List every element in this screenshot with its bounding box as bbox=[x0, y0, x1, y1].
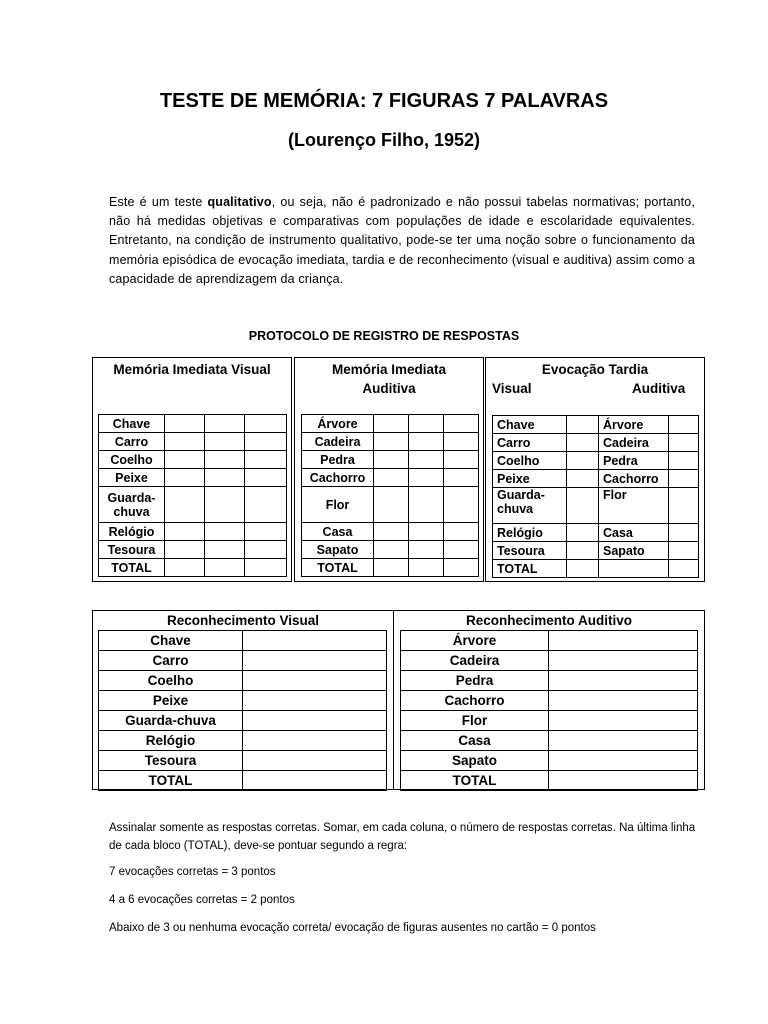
answer-cell[interactable] bbox=[243, 671, 387, 691]
answer-cell[interactable] bbox=[567, 524, 599, 542]
answer-cell[interactable] bbox=[567, 542, 599, 560]
answer-cell[interactable] bbox=[567, 488, 599, 524]
answer-cell[interactable] bbox=[245, 487, 287, 523]
answer-cell[interactable] bbox=[409, 451, 444, 469]
row-label: Cachorro bbox=[302, 469, 374, 487]
answer-cell[interactable] bbox=[374, 541, 409, 559]
answer-cell[interactable] bbox=[165, 541, 205, 559]
row-label: Chave bbox=[99, 415, 165, 433]
answer-cell[interactable] bbox=[374, 469, 409, 487]
block-imediata-auditiva-title-2: Auditiva bbox=[362, 381, 416, 396]
row-label-auditiva: Flor bbox=[599, 488, 669, 524]
row-label: Relógio bbox=[99, 523, 165, 541]
answer-cell[interactable] bbox=[444, 559, 479, 577]
row-label-auditiva: Árvore bbox=[599, 416, 669, 434]
page-title: TESTE DE MEMÓRIA: 7 FIGURAS 7 PALAVRAS bbox=[159, 90, 609, 112]
row-label: Pedra bbox=[401, 671, 549, 691]
intro-text-2: , ou seja, não é padronizado e não possui tabelas normativas; portanto, não há medidas objetivas e comparativas com populações de idade e escolaridade equivalentes. Entretanto, na condição de instrumento qualitativo, pode-se ter uma noção sobre o funcionamento da memória episódica de evocação imediata, tardia e de reconhecimento (visual e auditiva) assim como a capacidade de aprendizagem da criança. bbox=[109, 195, 695, 286]
intro-text-1: Este é um teste bbox=[109, 195, 208, 209]
row-label: Guarda-chuva bbox=[99, 711, 243, 731]
table-row bbox=[401, 671, 698, 691]
table-row bbox=[99, 523, 287, 541]
row-label-visual: Coelho bbox=[493, 452, 567, 470]
row-label-visual: TOTAL bbox=[493, 560, 567, 578]
row-label-auditiva: Cadeira bbox=[599, 434, 669, 452]
answer-cell[interactable] bbox=[567, 452, 599, 470]
answer-cell[interactable] bbox=[374, 451, 409, 469]
table-reconhecimento-visual bbox=[98, 630, 387, 791]
answer-cell[interactable] bbox=[409, 559, 444, 577]
row-label: Cadeira bbox=[302, 433, 374, 451]
rules-line-3: Abaixo de 3 ou nenhuma evocação correta/ evocação de figuras ausentes no cartão = 0 pontos bbox=[109, 922, 596, 934]
rules-instruction: Assinalar somente as respostas corretas. Somar, em cada coluna, o número de respostas corretas. Na última linha de cada bloco (TOTAL), deve-se pontuar segundo a regra: bbox=[109, 822, 696, 852]
table-row bbox=[302, 451, 479, 469]
row-label-visual: Peixe bbox=[493, 470, 567, 488]
table-row bbox=[401, 631, 698, 651]
row-label: Flor bbox=[302, 487, 374, 523]
row-label: Chave bbox=[99, 631, 243, 651]
answer-cell[interactable] bbox=[205, 415, 245, 433]
row-label: Carro bbox=[99, 433, 165, 451]
answer-cell[interactable] bbox=[669, 434, 699, 452]
page-subtitle: (Lourenço Filho, 1952) bbox=[287, 130, 481, 150]
answer-cell[interactable] bbox=[549, 691, 698, 711]
row-label: Pedra bbox=[302, 451, 374, 469]
row-label: TOTAL bbox=[99, 771, 243, 791]
table-reconhecimento-auditivo bbox=[400, 630, 698, 791]
row-label: Coelho bbox=[99, 451, 165, 469]
table-row bbox=[99, 731, 387, 751]
answer-cell[interactable] bbox=[243, 771, 387, 791]
row-label: TOTAL bbox=[302, 559, 374, 577]
table-row bbox=[302, 433, 479, 451]
evocacao-sub-auditiva: Auditiva bbox=[632, 381, 686, 396]
table-row bbox=[99, 433, 287, 451]
evocacao-sub-visual: Visual bbox=[492, 381, 532, 396]
evocacao-subtitles bbox=[486, 379, 704, 398]
answer-cell[interactable] bbox=[567, 434, 599, 452]
row-label: Sapato bbox=[302, 541, 374, 559]
row-label: Árvore bbox=[401, 631, 549, 651]
answer-cell[interactable] bbox=[205, 523, 245, 541]
answer-cell[interactable] bbox=[409, 523, 444, 541]
table-imediata-visual bbox=[98, 414, 287, 577]
table-row bbox=[401, 731, 698, 751]
answer-cell[interactable] bbox=[409, 487, 444, 523]
answer-cell[interactable] bbox=[245, 451, 287, 469]
table-row bbox=[302, 469, 479, 487]
table-row bbox=[493, 416, 699, 434]
answer-cell[interactable] bbox=[165, 487, 205, 523]
row-label: Relógio bbox=[99, 731, 243, 751]
answer-cell[interactable] bbox=[205, 469, 245, 487]
table-imediata-auditiva bbox=[301, 414, 479, 577]
answer-cell[interactable] bbox=[549, 711, 698, 731]
answer-cell[interactable] bbox=[669, 524, 699, 542]
answer-cell[interactable] bbox=[567, 416, 599, 434]
answer-cell[interactable] bbox=[205, 541, 245, 559]
answer-cell[interactable] bbox=[165, 415, 205, 433]
answer-cell[interactable] bbox=[669, 452, 699, 470]
block-evocacao-tardia-title: Evocação Tardia bbox=[541, 362, 649, 377]
block-reconhecimento-auditivo-title: Reconhecimento Auditivo bbox=[465, 613, 632, 628]
answer-cell[interactable] bbox=[444, 433, 479, 451]
table-row bbox=[302, 523, 479, 541]
table-row bbox=[99, 451, 287, 469]
row-label-auditiva: Sapato bbox=[599, 542, 669, 560]
answer-cell[interactable] bbox=[409, 415, 444, 433]
answer-cell[interactable] bbox=[374, 559, 409, 577]
block-imediata-auditiva-title-1: Memória Imediata bbox=[331, 362, 447, 377]
answer-cell[interactable] bbox=[444, 487, 479, 523]
table-row bbox=[99, 487, 287, 523]
answer-cell[interactable] bbox=[409, 541, 444, 559]
row-label-auditiva: Casa bbox=[599, 524, 669, 542]
table-row bbox=[401, 751, 698, 771]
table-row bbox=[99, 771, 387, 791]
answer-cell[interactable] bbox=[245, 523, 287, 541]
answer-cell[interactable] bbox=[374, 487, 409, 523]
table-row bbox=[99, 751, 387, 771]
intro-paragraph bbox=[109, 193, 695, 289]
table-row bbox=[493, 434, 699, 452]
answer-cell[interactable] bbox=[669, 488, 699, 524]
answer-cell[interactable] bbox=[549, 731, 698, 751]
answer-cell[interactable] bbox=[165, 469, 205, 487]
answer-cell[interactable] bbox=[444, 415, 479, 433]
block-imediata-visual-title: Memória Imediata Visual bbox=[113, 362, 271, 377]
table-row bbox=[401, 691, 698, 711]
answer-cell[interactable] bbox=[669, 542, 699, 560]
table-row bbox=[493, 488, 699, 524]
table-row bbox=[302, 487, 479, 523]
row-label-visual: Tesoura bbox=[493, 542, 567, 560]
answer-cell[interactable] bbox=[549, 771, 698, 791]
table-row bbox=[99, 671, 387, 691]
table-row bbox=[99, 631, 387, 651]
answer-cell[interactable] bbox=[245, 433, 287, 451]
answer-cell[interactable] bbox=[205, 451, 245, 469]
table-row bbox=[99, 541, 287, 559]
answer-cell[interactable] bbox=[165, 523, 205, 541]
row-label-visual: Chave bbox=[493, 416, 567, 434]
row-label-visual: Relógio bbox=[493, 524, 567, 542]
table-evocacao-tardia bbox=[492, 415, 699, 578]
intro-bold-word: qualitativo bbox=[207, 195, 272, 209]
row-label-auditiva: Cachorro bbox=[599, 470, 669, 488]
answer-cell[interactable] bbox=[444, 523, 479, 541]
answer-cell[interactable] bbox=[567, 560, 599, 578]
table-row bbox=[493, 560, 699, 578]
answer-cell[interactable] bbox=[409, 469, 444, 487]
answer-cell[interactable] bbox=[243, 691, 387, 711]
table-row bbox=[302, 415, 479, 433]
answer-cell[interactable] bbox=[669, 470, 699, 488]
table-row bbox=[302, 559, 479, 577]
answer-cell[interactable] bbox=[205, 559, 245, 577]
answer-cell[interactable] bbox=[409, 433, 444, 451]
answer-cell[interactable] bbox=[205, 487, 245, 523]
table-row bbox=[401, 651, 698, 671]
answer-cell[interactable] bbox=[245, 541, 287, 559]
answer-cell[interactable] bbox=[444, 469, 479, 487]
answer-cell[interactable] bbox=[549, 671, 698, 691]
table-row bbox=[493, 470, 699, 488]
row-label: Peixe bbox=[99, 469, 165, 487]
row-label: Coelho bbox=[99, 671, 243, 691]
table-row bbox=[401, 771, 698, 791]
answer-cell[interactable] bbox=[243, 711, 387, 731]
answer-cell[interactable] bbox=[243, 751, 387, 771]
rules-line-1: 7 evocações corretas = 3 pontos bbox=[109, 866, 276, 878]
answer-cell[interactable] bbox=[669, 560, 699, 578]
answer-cell[interactable] bbox=[165, 451, 205, 469]
row-label: Guarda-chuva bbox=[99, 487, 165, 523]
row-label: Carro bbox=[99, 651, 243, 671]
answer-cell[interactable] bbox=[549, 751, 698, 771]
table-row bbox=[493, 542, 699, 560]
table-row bbox=[493, 452, 699, 470]
row-label: Árvore bbox=[302, 415, 374, 433]
table-row bbox=[99, 469, 287, 487]
answer-cell[interactable] bbox=[165, 559, 205, 577]
answer-cell[interactable] bbox=[243, 631, 387, 651]
row-label: Sapato bbox=[401, 751, 549, 771]
answer-cell[interactable] bbox=[374, 523, 409, 541]
answer-cell[interactable] bbox=[165, 433, 205, 451]
row-label: TOTAL bbox=[99, 559, 165, 577]
answer-cell[interactable] bbox=[245, 559, 287, 577]
answer-cell[interactable] bbox=[567, 470, 599, 488]
row-label: TOTAL bbox=[401, 771, 549, 791]
row-label: Tesoura bbox=[99, 541, 165, 559]
answer-cell[interactable] bbox=[243, 651, 387, 671]
table-row bbox=[401, 711, 698, 731]
row-label: Casa bbox=[302, 523, 374, 541]
row-label: Cadeira bbox=[401, 651, 549, 671]
answer-cell[interactable] bbox=[444, 451, 479, 469]
answer-cell[interactable] bbox=[245, 469, 287, 487]
table-row bbox=[99, 651, 387, 671]
row-label-auditiva: Pedra bbox=[599, 452, 669, 470]
answer-cell[interactable] bbox=[374, 433, 409, 451]
rules-line-2: 4 a 6 evocações corretas = 2 pontos bbox=[109, 894, 295, 906]
table-row bbox=[99, 415, 287, 433]
row-label: Cachorro bbox=[401, 691, 549, 711]
answer-cell[interactable] bbox=[205, 433, 245, 451]
answer-cell[interactable] bbox=[549, 631, 698, 651]
protocol-title: PROTOCOLO DE REGISTRO DE RESPOSTAS bbox=[248, 329, 520, 343]
row-label: Peixe bbox=[99, 691, 243, 711]
block-reconhecimento-visual-title: Reconhecimento Visual bbox=[166, 613, 320, 628]
table-row bbox=[99, 711, 387, 731]
answer-cell[interactable] bbox=[245, 415, 287, 433]
row-label-auditiva bbox=[599, 560, 669, 578]
answer-cell[interactable] bbox=[374, 415, 409, 433]
answer-cell[interactable] bbox=[549, 651, 698, 671]
table-row bbox=[99, 559, 287, 577]
answer-cell[interactable] bbox=[243, 731, 387, 751]
table-row bbox=[302, 541, 479, 559]
row-label: Casa bbox=[401, 731, 549, 751]
table-row bbox=[99, 691, 387, 711]
row-label: Tesoura bbox=[99, 751, 243, 771]
answer-cell[interactable] bbox=[669, 416, 699, 434]
table-row bbox=[493, 524, 699, 542]
row-label-visual: Carro bbox=[493, 434, 567, 452]
row-label-visual: Guarda-chuva bbox=[493, 488, 567, 524]
answer-cell[interactable] bbox=[444, 541, 479, 559]
row-label: Flor bbox=[401, 711, 549, 731]
